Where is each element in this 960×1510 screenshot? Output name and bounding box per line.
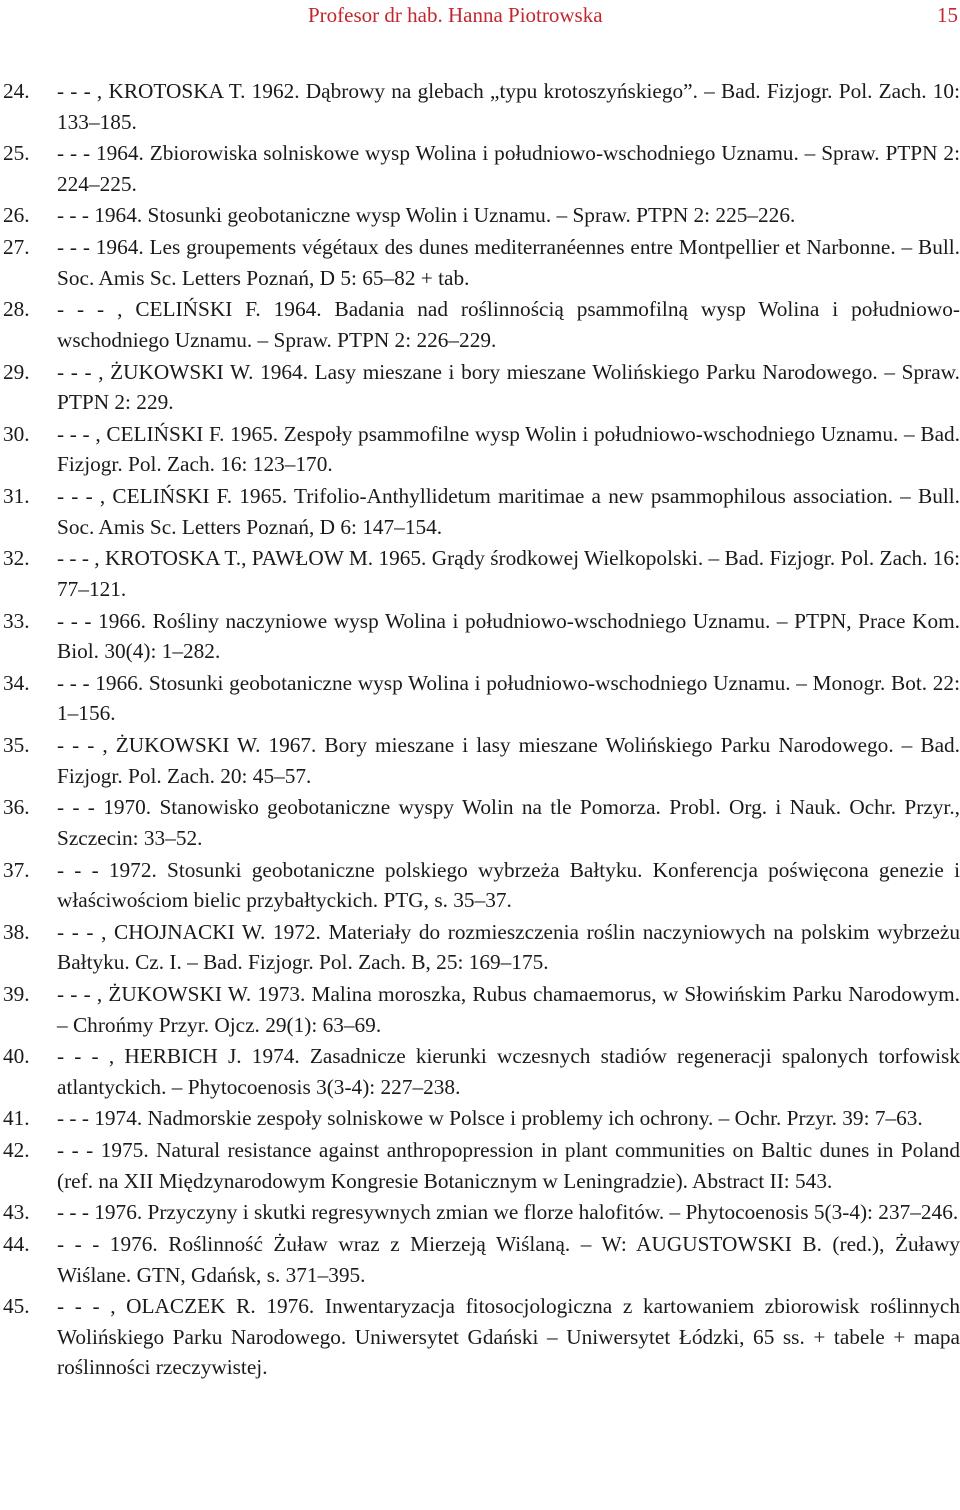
reference-text: - - - 1976. Przyczyny i skutki regresywnych zmian we florze halofitów. – Phytocoenosis 5(3-4): 237–246. bbox=[57, 1200, 959, 1225]
reference-text: - - - , OLACZEK R. 1976. Inwentaryzacja fitosocjologiczna z kartowaniem zbiorowisk roślinnych Wolińskiego Parku Narodowego. Uniwersytet Gdański – Uniwersytet Łódzki, 65 ss. + tabele + mapa roślinności rzeczywistej. bbox=[57, 1294, 960, 1380]
reference-number: 39. bbox=[3, 981, 30, 1006]
reference-text: - - - , KROTOSKA T. 1962. Dąbrowy na glebach „typu krotoszyńskiego”. – Bad. Fizjogr. Pol. Zach. 10: 133–185. bbox=[57, 79, 960, 134]
reference-number: 42. bbox=[3, 1138, 30, 1163]
reference-number: 45. bbox=[3, 1294, 30, 1319]
reference-number: 30. bbox=[3, 421, 30, 446]
reference-item bbox=[0, 76, 960, 137]
reference-text: - - - , ŻUKOWSKI W. 1967. Bory mieszane i lasy mieszane Wolińskiego Parku Narodowego. – Bad. Fizjogr. Pol. Zach. 20: 45–57. bbox=[57, 733, 960, 788]
reference-item bbox=[0, 917, 960, 978]
reference-number: 35. bbox=[3, 733, 30, 758]
reference-item bbox=[0, 1135, 960, 1196]
reference-item bbox=[0, 357, 960, 418]
reference-number: 34. bbox=[3, 670, 30, 695]
reference-item bbox=[0, 668, 960, 729]
reference-number: 38. bbox=[3, 919, 30, 944]
reference-number: 25. bbox=[3, 141, 30, 166]
header-author: Profesor dr hab. Hanna Piotrowska bbox=[308, 3, 603, 27]
reference-item bbox=[0, 232, 960, 293]
reference-number: 40. bbox=[3, 1044, 30, 1069]
reference-number: 37. bbox=[3, 857, 30, 882]
reference-text: - - - 1972. Stosunki geobotaniczne polskiego wybrzeża Bałtyku. Konferencja poświęcona genezie i właściwościom bielic przybałtyckich. PTG, s. 35–37. bbox=[57, 857, 960, 913]
page-number: 15 bbox=[937, 3, 958, 27]
reference-text: - - - 1966. Stosunki geobotaniczne wysp Wolina i południowo-wschodniego Uznamu. – Monogr. Bot. 22: 1–156. bbox=[57, 670, 960, 726]
reference-item bbox=[0, 1229, 960, 1290]
reference-text: - - - , CELIŃSKI F. 1965. Trifolio-Anthyllidetum maritimae a new psammophilous association. – Bull. Soc. Amis Sc. Letters Poznań, D 6: 147–154. bbox=[57, 484, 960, 539]
reference-text: - - - , ŻUKOWSKI W. 1973. Malina moroszka, Rubus chamaemorus, w Słowińskim Parku Narodowym. – Chrońmy Przyr. Ojcz. 29(1): 63–69. bbox=[57, 981, 960, 1037]
reference-number: 32. bbox=[3, 546, 30, 571]
reference-number: 43. bbox=[3, 1200, 30, 1225]
reference-text: - - - , HERBICH J. 1974. Zasadnicze kierunki wczesnych stadiów regeneracji spalonych torfowisk atlantyckich. – Phytocoenosis 3(3-4): 227–238. bbox=[57, 1044, 960, 1099]
reference-text: - - - 1970. Stanowisko geobotaniczne wyspy Wolin na tle Pomorza. Probl. Org. i Nauk. Ochr. Przyr., Szczecin: 33–52. bbox=[57, 795, 960, 850]
reference-item bbox=[0, 419, 960, 480]
reference-text: - - - 1974. Nadmorskie zespoły solniskowe w Polsce i problemy ich ochrony. – Ochr. Przyr. 39: 7–63. bbox=[57, 1106, 923, 1131]
reference-item bbox=[0, 1103, 960, 1134]
reference-text: - - - 1966. Rośliny naczyniowe wysp Wolina i południowo-wschodniego Uznamu. – PTPN, Prace Kom. Biol. 30(4): 1–282. bbox=[57, 608, 960, 664]
reference-item bbox=[0, 855, 960, 916]
reference-number: 36. bbox=[3, 795, 30, 820]
reference-item bbox=[0, 138, 960, 199]
reference-text: - - - 1964. Zbiorowiska solniskowe wysp Wolina i południowo-wschodniego Uznamu. – Spraw. PTPN 2: 224–225. bbox=[57, 141, 960, 196]
reference-item bbox=[0, 730, 960, 791]
reference-text: - - - , CHOJNACKI W. 1972. Materiały do rozmieszczenia roślin naczyniowych na polskim wybrzeżu Bałtyku. Cz. I. – Bad. Fizjogr. Pol. Zach. B, 25: 169–175. bbox=[57, 919, 960, 975]
reference-number: 41. bbox=[3, 1106, 30, 1131]
reference-number: 27. bbox=[3, 235, 30, 260]
reference-number: 44. bbox=[3, 1232, 30, 1257]
reference-number: 31. bbox=[3, 484, 30, 509]
reference-text: - - - , KROTOSKA T., PAWŁOW M. 1965. Grądy środkowej Wielkopolski. – Bad. Fizjogr. Pol. Zach. 16: 77–121. bbox=[57, 546, 960, 601]
reference-number: 29. bbox=[3, 359, 30, 384]
running-header bbox=[0, 0, 960, 30]
reference-text: - - - , CELIŃSKI F. 1964. Badania nad roślinnością psammofilną wysp Wolina i południowo-wschodniego Uznamu. – Spraw. PTPN 2: 226–229. bbox=[57, 297, 960, 352]
reference-item bbox=[0, 543, 960, 604]
reference-item bbox=[0, 1041, 960, 1102]
reference-number: 33. bbox=[3, 608, 30, 633]
reference-text: - - - 1975. Natural resistance against anthropopression in plant communities on Baltic dunes in Poland (ref. na XII Międzynarodowym Kongresie Botanicznym w Leningradzie). Abstract II: 543. bbox=[57, 1138, 960, 1193]
reference-item bbox=[0, 792, 960, 853]
reference-item bbox=[0, 1197, 960, 1228]
reference-text: - - - , CELIŃSKI F. 1965. Zespoły psammofilne wysp Wolin i południowo-wschodniego Uznamu. – Bad. Fizjogr. Pol. Zach. 16: 123–170. bbox=[57, 421, 960, 477]
reference-number: 24. bbox=[3, 79, 30, 103]
reference-item bbox=[0, 606, 960, 667]
reference-item bbox=[0, 1291, 960, 1383]
reference-list bbox=[0, 76, 960, 1384]
reference-text: - - - 1964. Stosunki geobotaniczne wysp Wolin i Uznamu. – Spraw. PTPN 2: 225–226. bbox=[57, 203, 796, 228]
reference-item bbox=[0, 979, 960, 1040]
reference-item bbox=[0, 294, 960, 355]
reference-text: - - - 1976. Roślinność Żuław wraz z Mierzeją Wiślaną. – W: AUGUSTOWSKI B. (red.), Żuławy Wiślane. GTN, Gdańsk, s. 371–395. bbox=[57, 1232, 960, 1287]
reference-number: 26. bbox=[3, 203, 30, 228]
reference-number: 28. bbox=[3, 297, 30, 322]
reference-item bbox=[0, 481, 960, 542]
reference-item bbox=[0, 200, 960, 231]
reference-text: - - - 1964. Les groupements végétaux des dunes mediterranéennes entre Montpellier et Narbonne. – Bull. Soc. Amis Sc. Letters Poznań, D 5: 65–82 + tab. bbox=[57, 235, 960, 290]
reference-text: - - - , ŻUKOWSKI W. 1964. Lasy mieszane i bory mieszane Wolińskiego Parku Narodowego. – Spraw. PTPN 2: 229. bbox=[57, 359, 960, 415]
